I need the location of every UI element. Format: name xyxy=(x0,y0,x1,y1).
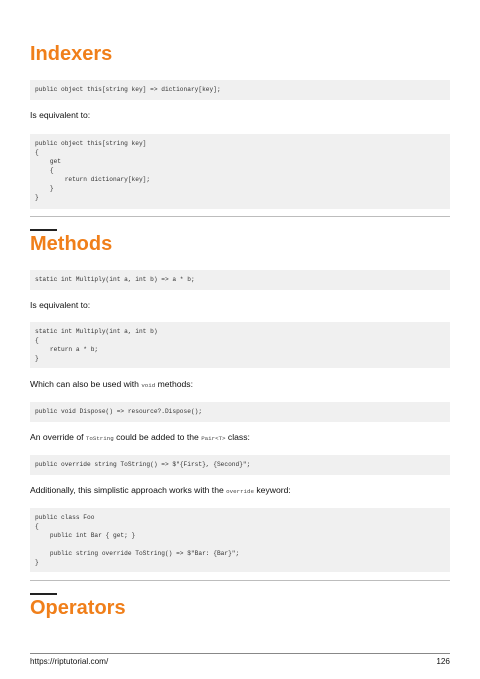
code-line: static int Multiply(int a, int b) => a * b; xyxy=(35,276,195,283)
inline-code-void: void xyxy=(141,382,156,389)
paragraph-text: methods: xyxy=(155,379,193,389)
code-line: static int Multiply(int a, int b) xyxy=(35,328,158,335)
paragraph-tostring-override xyxy=(30,432,250,444)
code-line: public object this[string key] xyxy=(35,140,147,147)
footer-url: https://riptutorial.com/ xyxy=(30,657,109,666)
code-block-indexer-long xyxy=(30,134,450,209)
section-accent-bar xyxy=(30,593,57,595)
section-title-indexers: Indexers xyxy=(30,43,113,65)
section-divider xyxy=(30,216,450,217)
paragraph-void-methods xyxy=(30,379,193,391)
code-block-multiply-long xyxy=(30,322,450,368)
code-line: return a * b; xyxy=(35,346,99,353)
code-line: { xyxy=(35,523,39,530)
section-accent-bar xyxy=(30,229,57,231)
paragraph-text: Which can also be used with xyxy=(30,379,142,389)
inline-code-pair: Pair<T> xyxy=(201,435,226,442)
code-line: public void Dispose() => resource?.Dispose(); xyxy=(35,408,203,415)
code-line: } xyxy=(35,355,39,362)
footer-divider xyxy=(30,653,450,654)
paragraph-text: An override of xyxy=(30,432,86,442)
paragraph-text: could be added to the xyxy=(113,432,202,442)
code-block-foo-class xyxy=(30,508,450,572)
code-line: public object this[string key] => dictionary[key]; xyxy=(35,86,221,93)
code-line: public class Foo xyxy=(35,514,95,521)
inline-code-override: override xyxy=(226,488,254,495)
code-block-multiply-short xyxy=(30,270,450,290)
code-line: } xyxy=(35,559,39,566)
code-block-dispose xyxy=(30,402,450,422)
paragraph-text: keyword: xyxy=(254,485,291,495)
code-line: public override string ToString() => $"{First}, {Second}"; xyxy=(35,461,251,468)
code-line: get xyxy=(35,158,61,165)
section-title-operators: Operators xyxy=(30,597,126,619)
paragraph-equivalent-2: Is equivalent to: xyxy=(30,300,91,310)
code-line: } xyxy=(35,194,39,201)
page-number: 126 xyxy=(436,657,450,666)
code-line: } xyxy=(35,185,54,192)
code-line: { xyxy=(35,149,39,156)
code-line: public string override ToString() => $"Bar: {Bar}"; xyxy=(35,550,240,557)
paragraph-text: Additionally, this simplistic approach works with the xyxy=(30,485,227,495)
paragraph-text: class: xyxy=(225,432,250,442)
code-line xyxy=(35,540,445,549)
code-line: return dictionary[key]; xyxy=(35,176,151,183)
code-line: { xyxy=(35,337,39,344)
inline-code-tostring: ToString xyxy=(85,435,114,442)
section-title-methods: Methods xyxy=(30,233,113,255)
code-block-tostring xyxy=(30,455,450,475)
section-divider xyxy=(30,580,450,581)
code-block-indexer-short xyxy=(30,80,450,100)
code-line: public int Bar { get; } xyxy=(35,532,136,539)
paragraph-override-keyword xyxy=(30,485,291,497)
code-line: { xyxy=(35,167,54,174)
paragraph-equivalent-1: Is equivalent to: xyxy=(30,110,91,120)
